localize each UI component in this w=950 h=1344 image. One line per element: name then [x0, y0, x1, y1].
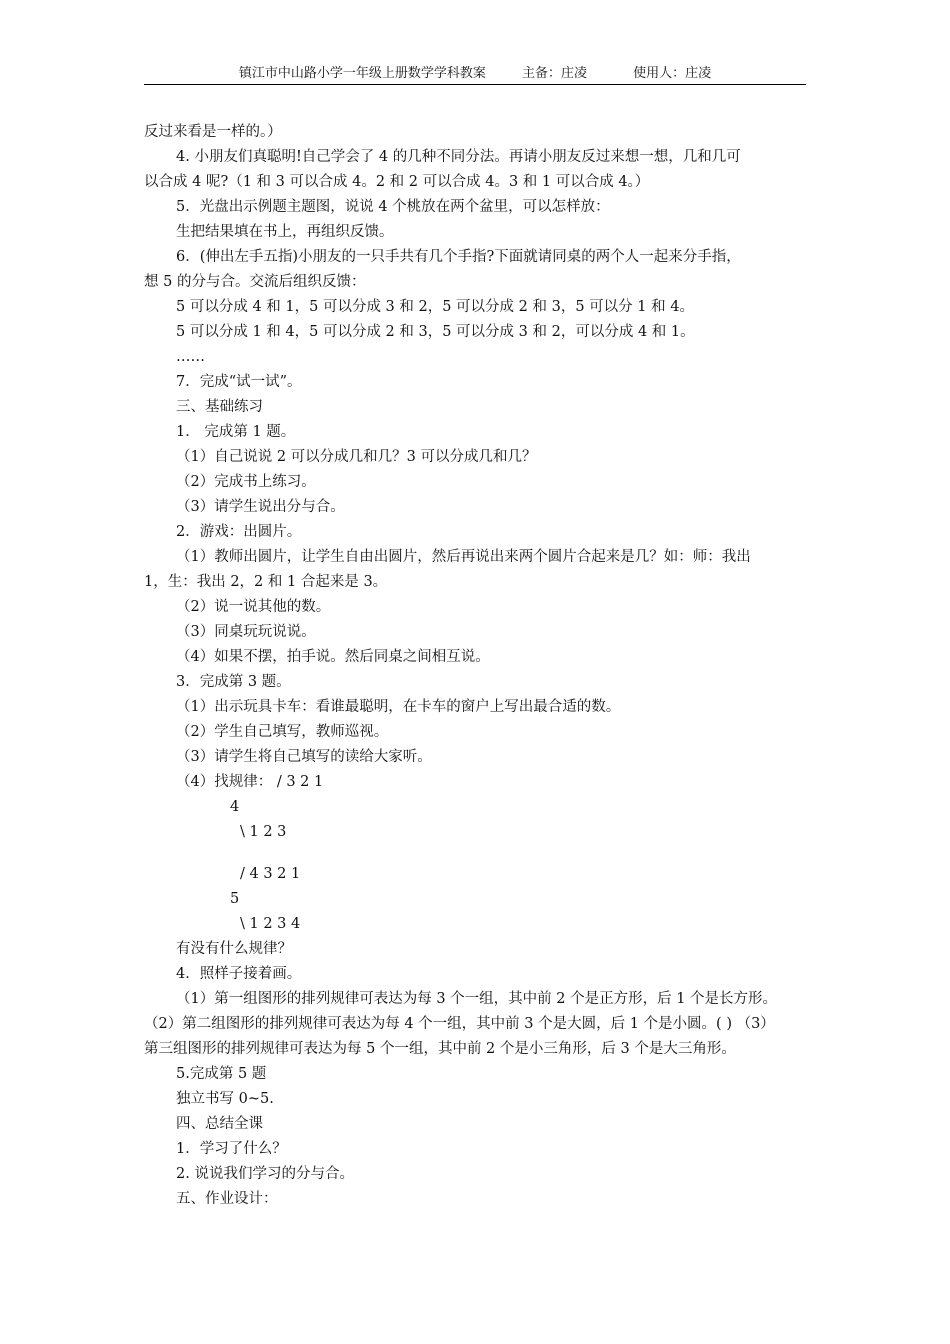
- lesson-plan-body: [144, 120, 814, 1212]
- paragraph-line: 第三组图形的排列规律可表达为每 5 个一组，其中前 2 个是小三角形，后 3 个是大三角形。: [144, 1041, 736, 1057]
- paragraph-line: 反过来看是一样的。）: [144, 124, 282, 140]
- paragraph-line: （1）自己说说 2 可以分成几和几？3 可以分成几和几？: [176, 449, 537, 465]
- paragraph-line: 2. 说说我们学习的分与合。: [176, 1166, 354, 1182]
- paragraph-line: （3）同桌玩玩说说。: [176, 624, 316, 640]
- paragraph-line: 5.完成第 5 题: [176, 1066, 267, 1082]
- pattern-number: 5: [230, 891, 240, 907]
- paragraph-line: 7．完成“试一试”。: [176, 374, 302, 390]
- paragraph-line: （2）说一说其他的数。: [176, 599, 331, 615]
- paragraph-line: 5 可以分成 4 和 1，5 可以分成 3 和 2，5 可以分成 2 和 3，5 可以分 1 和 4。: [176, 299, 694, 315]
- paragraph-line: 1． 完成第 1 题。: [176, 424, 296, 440]
- paragraph-line: 有没有什么规律？: [176, 941, 292, 957]
- header-school-title: 镇江市中山路小学一年级上册数学学科教案: [238, 66, 486, 81]
- paragraph-line: 4. 小朋友们真聪明!自己学会了 4 的几种不同分法。再请小朋友反过来想一想，几和几可: [176, 149, 741, 165]
- paragraph-line: 2．游戏：出圆片。: [176, 524, 302, 540]
- paragraph-line: （4）如果不摆，拍手说。然后同桌之间相互说。: [176, 649, 490, 665]
- paragraph-line: （3）请学生说出分与合。: [176, 499, 345, 515]
- paragraph-line: 5．光盘出示例题主题图，说说 4 个桃放在两个盆里，可以怎样放：: [176, 199, 610, 215]
- ellipsis-line: ……: [176, 349, 205, 365]
- spacer: [144, 845, 814, 862]
- paragraph-line: （1）第一组图形的排列规律可表达为每 3 个一组，其中前 2 个是正方形，后 1 个是长方形。: [176, 991, 778, 1007]
- paragraph-line: 3．完成第 3 题。: [176, 674, 291, 690]
- paragraph-line: （1）教师出圆片，让学生自由出圆片，然后再说出来两个圆片合起来是几？如：师：我出: [176, 549, 751, 565]
- paragraph-line: 独立书写 0~5.: [176, 1091, 274, 1107]
- section-heading: 五、作业设计：: [176, 1191, 278, 1207]
- paragraph-line: 1，生：我出 2，2 和 1 合起来是 3。: [144, 574, 388, 590]
- paragraph-line: （2）第二组图形的排列规律可表达为每 4 个一组，其中前 3 个是大圆，后 1 个是小圆。( ) （3）: [144, 1016, 775, 1032]
- paragraph-line: 以合成 4 呢?（1 和 3 可以合成 4。2 和 2 可以合成 4。3 和 1 可以合成 4。）: [144, 174, 650, 190]
- paragraph-line: 5 可以分成 1 和 4，5 可以分成 2 和 3，5 可以分成 3 和 2，可以分成 4 和 1。: [176, 324, 695, 340]
- paragraph-line: 4．照样子接着画。: [176, 966, 302, 982]
- paragraph-line: （3）请学生将自己填写的读给大家听。: [176, 749, 432, 765]
- paragraph-line: 生把结果填在书上，再组织反馈。: [176, 224, 394, 240]
- pattern-number: 4: [230, 799, 240, 815]
- pattern-line: \ 1 2 3: [240, 824, 287, 840]
- paragraph-line: （2）学生自己填写，教师巡视。: [176, 724, 389, 740]
- section-heading: 三、基础练习: [176, 399, 263, 415]
- page-header: [144, 64, 806, 85]
- pattern-line: / 4 3 2 1: [240, 866, 301, 882]
- header-main-preparer: 主备：庄凌: [521, 66, 587, 81]
- pattern-line: \ 1 2 3 4: [240, 916, 301, 932]
- paragraph-line: （1）出示玩具卡车：看谁最聪明，在卡车的窗户上写出最合适的数。: [176, 699, 621, 715]
- paragraph-line: 想 5 的分与合。交流后组织反馈：: [144, 274, 366, 290]
- paragraph-line: 6．(伸出左手五指)小朋友的一只手共有几个手指?下面就请同桌的两个人一起来分手指，: [176, 249, 741, 265]
- paragraph-line: （2）完成书上练习。: [176, 474, 316, 490]
- paragraph-line: 1．学习了什么？: [176, 1141, 287, 1157]
- header-user: 使用人：庄凌: [633, 66, 712, 81]
- pattern-line: （4）找规律： / 3 2 1: [176, 774, 324, 790]
- section-heading: 四、总结全课: [176, 1116, 263, 1132]
